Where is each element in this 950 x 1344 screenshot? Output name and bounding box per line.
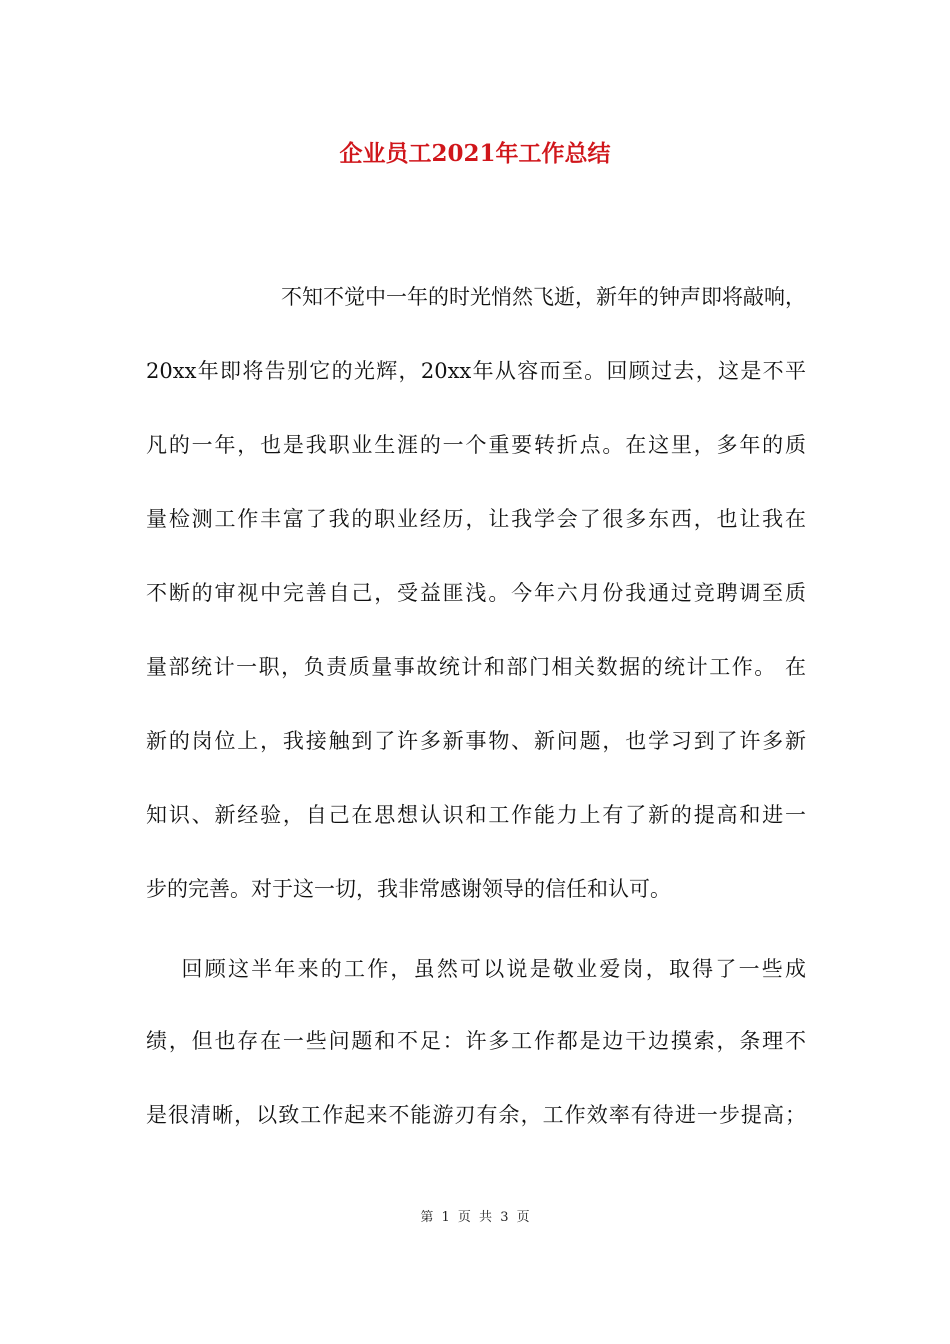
paragraph-line: 知识、新经验，自己在思想认识和工作能力上有了新的提高和进一 — [146, 803, 806, 827]
paragraph-line: 凡的一年，也是我职业生涯的一个重要转折点。在这里，多年的质 — [146, 433, 806, 457]
paragraph-line: 绩，但也存在一些问题和不足：许多工作都是边干边摸索，条理不 — [146, 1029, 806, 1053]
paragraph-line: 新的岗位上，我接触到了许多新事物、新问题，也学习到了许多新 — [146, 729, 806, 753]
paragraph-line: 不知不觉中一年的时光悄然飞逝，新年的钟声即将敲响， — [214, 285, 806, 309]
paragraph-line: 步的完善。对于这一切，我非常感谢领导的信任和认可。 — [146, 877, 671, 901]
paragraph-line: 20xx年即将告别它的光辉，20xx年从容而至。回顾过去，这是不平 — [146, 359, 806, 383]
page-number: 第 1 页 共 3 页 — [420, 1210, 530, 1225]
paragraph-line: 回顾这半年来的工作，虽然可以说是敬业爱岗，取得了一些成 — [146, 957, 806, 981]
paragraph-line: 量部统计一职，负责质量事故统计和部门相关数据的统计工作。 在 — [146, 655, 806, 679]
paragraph-line: 不断的审视中完善自己，受益匪浅。今年六月份我通过竞聘调至质 — [146, 581, 806, 605]
document-title: 企业员工2021年工作总结 — [339, 140, 611, 167]
paragraph-line: 是很清晰，以致工作起来不能游刃有余，工作效率有待进一步提高； — [146, 1103, 806, 1127]
paragraph-line: 量检测工作丰富了我的职业经历，让我学会了很多东西，也让我在 — [146, 507, 806, 531]
